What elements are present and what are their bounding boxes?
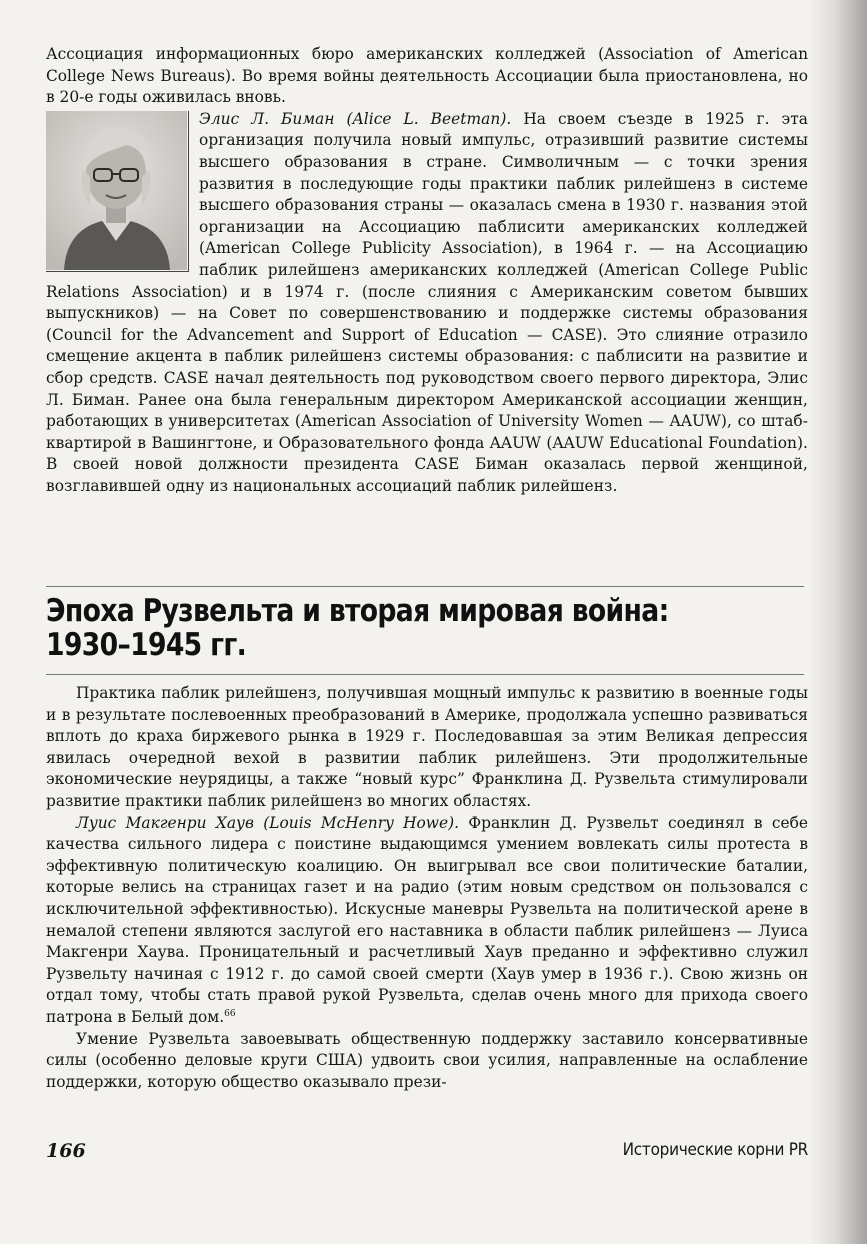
running-title: Исторические корни PR [622, 1140, 808, 1160]
howe-text: Франклин Д. Рузвельт соединял в себе качества сильного лидера с поистине выдающимся умением вовлекать силы протеста в эффективную политическую коалицию. Он выигрывал все свои политические баталии, которые велись на страницах газет и на радио (этим новым средством он пользовался с исключительной эффективностью). Искусные маневры Рузвельта на политической арене в немалой степени являются заслугой его наставника в области паблик рилейшенз — Луиса Макгенри Хаува. Проницательный и расчетливый Хаув преданно и эффективно служил Рузвельту начиная с 1912 г. до самой своей смерти (Хаув умер в 1936 г.). Свою жизнь он отдал тому, чтобы стать правой рукой Рузвельта, сделав очень много для прихода своего патрона в Белый дом. [46, 813, 808, 1026]
section-heading [46, 594, 700, 662]
portrait-icon [46, 111, 187, 270]
beetman-name: Элис Л. Биман (Alice L. Beetman). [199, 109, 512, 128]
paragraph-1: Практика паблик рилейшенз, получившая мощный импульс к развитию в военные годы и в результате послевоенных преобразований в Америке, продолжала успешно развиваться вплоть до краха биржевого рынка в 1929 г. Последовавшая за этим Великая депрессия явилась очередной вехой в развитии паблик рилейшенз. Эти продолжительные экономические неурядицы, а также “новый курс” Франклина Д. Рузвельта стимулировали развитие практики паблик рилейшенз во многих областях. [46, 684, 808, 810]
beetman-text: На своем съезде в 1925 г. эта организация получила новый импульс, отразивший развитие системы высшего образования в стране. Символичным — с точки зрения развития в последующие годы практики паблик рилейшенз в системе высшего образования страны — оказалась смена в 1930 г. названия этой организации на Ассоциацию паблисити американских колледжей (American College Publicity Association), в 1964 г. — на Ассоциацию паблик рилейшенз американских колледжей (American College Public Relations Association) и в 1974 г. (после слияния с Американским советом бывших выпускников) — на Совет по совершенствованию и поддержке системы образования (Council for the Advancement and Support of Education — CASE). Это слияние отразило смещение акцента в паблик рилейшенз системы образования: с паблисити на развитие и сбор средств. CASE начал деятельность под руководством своего первого директора, Элис Л. Биман. Ранее она была генеральным директором Американской ассоциации женщин, работающих в университетах (American Association of University Women — AAUW), со штаб-квартирой в Вашингтоне, и Образовательного фонда AAUW (AAUW Educational Foundation). В своей новой должности президента CASE Биман оказалась первой женщиной, возглавившей одну из национальных ассоциаций паблик рилейшенз. [46, 109, 808, 495]
page-footer [46, 1140, 808, 1170]
heading-rule-top [46, 586, 804, 587]
heading-rule-bottom [46, 674, 804, 675]
continuation-paragraph: Ассоциация информационных бюро американских колледжей (Association of American College News Bureaus). Во время войны деятельность Ассоциации была приостановлена, но в 20-е годы оживилась вновь. [46, 45, 808, 107]
book-page [46, 0, 808, 1244]
howe-name: Луис Макгенри Хаув (Louis McHenry Howe). [76, 813, 459, 832]
portrait-photo [46, 111, 189, 272]
beetman-paragraph [46, 109, 808, 498]
main-section [46, 683, 808, 1093]
footnote-ref[interactable]: 66 [224, 1008, 236, 1019]
paragraph-3: Умение Рузвельта завоевывать общественную поддержку заставило консервативные силы (особенно деловые круги США) удвоить свои усилия, направленные на ослабление поддержки, которую общество оказывало прези- [46, 1029, 808, 1091]
section-heading-line1: Эпоха Рузвельта и вторая мировая война: [46, 593, 669, 629]
page-number: 166 [46, 1140, 86, 1162]
section-heading-line2: 1930–1945 гг. [46, 627, 247, 663]
paragraph-2 [46, 813, 808, 1029]
top-section [46, 44, 808, 497]
page-edge-shadow [809, 0, 867, 1244]
